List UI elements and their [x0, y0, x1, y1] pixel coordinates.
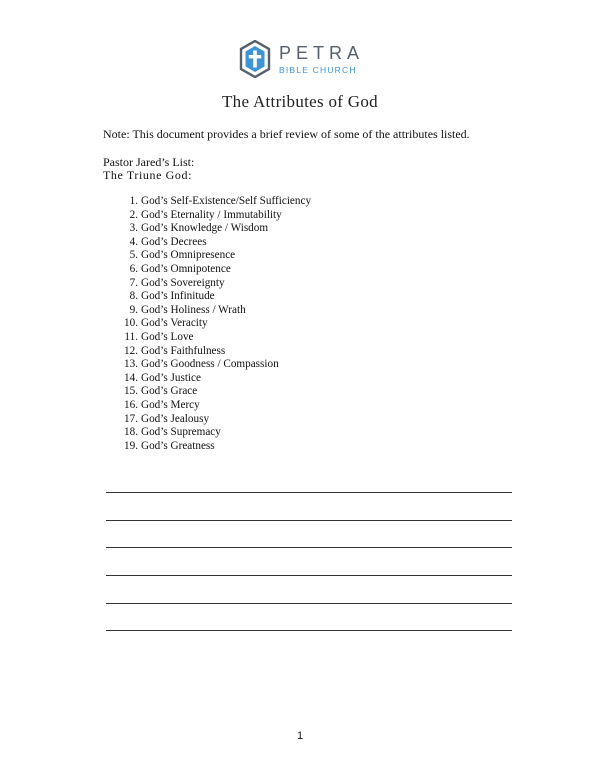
page-number: 1: [296, 730, 304, 742]
item-text: God’s Omnipotence: [141, 262, 231, 275]
list-item: [112, 331, 311, 345]
item-number: 4.: [129, 235, 138, 248]
item-number: 3.: [129, 222, 138, 235]
document-title: The Attributes of God: [222, 92, 378, 111]
item-number: 13.: [124, 358, 138, 371]
item-number: 7.: [129, 276, 138, 289]
item-text: God’s Faithfulness: [141, 344, 226, 357]
item-text: God’s Omnipresence: [141, 249, 236, 262]
item-text: God’s Goodness / Compassion: [141, 358, 279, 371]
item-number: 14.: [124, 371, 138, 384]
list-item: [112, 440, 311, 454]
writing-line: [106, 520, 512, 548]
item-text: God’s Grace: [141, 385, 198, 398]
item-text: God’s Knowledge / Wisdom: [141, 222, 269, 235]
list-item: [112, 345, 311, 359]
writing-line: [106, 547, 512, 575]
item-number: 8.: [129, 290, 138, 303]
item-text: God’s Justice: [141, 371, 201, 384]
item-text: God’s Veracity: [141, 317, 208, 330]
item-number: 19.: [124, 439, 138, 452]
list-item: [112, 263, 311, 277]
list-item: [112, 413, 311, 427]
item-text: God’s Supremacy: [141, 426, 221, 439]
item-number: 6.: [129, 262, 138, 275]
logo-name: PETRA: [279, 43, 365, 63]
list-item: [112, 385, 311, 399]
list-item: [112, 372, 311, 386]
item-text: God’s Sovereignty: [141, 276, 225, 289]
item-number: 11.: [124, 330, 138, 343]
attributes-list: [112, 195, 311, 453]
item-number: 16.: [124, 398, 138, 411]
writing-line: [106, 575, 512, 603]
list-item: [112, 249, 311, 263]
list-item: [112, 195, 311, 209]
list-item: [112, 304, 311, 318]
list-subheading: The Triune God:: [103, 168, 193, 182]
list-item: [112, 209, 311, 223]
item-number: 9.: [129, 303, 138, 316]
list-item: [112, 290, 311, 304]
list-heading: Pastor Jared’s List:: [103, 155, 195, 169]
item-number: 5.: [129, 249, 138, 262]
item-text: God’s Holiness / Wrath: [141, 303, 246, 316]
item-text: God’s Infinitude: [141, 290, 215, 303]
item-number: 18.: [124, 426, 138, 439]
list-item: [112, 399, 311, 413]
item-text: God’s Self-Existence/Self Sufficiency: [141, 195, 312, 207]
list-item: [112, 277, 311, 291]
list-item: [112, 358, 311, 372]
writing-lines: [106, 492, 512, 658]
logo-subtitle: BIBLE CHURCH: [279, 65, 357, 75]
list-item: [112, 317, 311, 331]
item-number: 1.: [129, 195, 138, 207]
church-logo: [239, 40, 369, 80]
item-number: 17.: [124, 412, 138, 425]
item-text: God’s Jealousy: [141, 412, 210, 425]
item-number: 12.: [124, 344, 138, 357]
list-item: [112, 426, 311, 440]
item-text: God’s Mercy: [141, 398, 200, 411]
writing-line: [106, 492, 512, 520]
list-item: [112, 236, 311, 250]
item-number: 15.: [124, 385, 138, 398]
note-text: Note: This document provides a brief review of some of the attributes listed.: [103, 127, 470, 141]
writing-line: [106, 630, 512, 658]
writing-line: [106, 603, 512, 631]
cross-hexagon-icon: [239, 40, 271, 78]
item-text: God’s Greatness: [141, 439, 215, 452]
item-text: God’s Decrees: [141, 235, 207, 248]
item-number: 2.: [129, 208, 138, 221]
list-item: [112, 222, 311, 236]
item-text: God’s Love: [141, 330, 194, 343]
item-text: God’s Eternality / Immutability: [141, 208, 282, 221]
item-number: 10.: [124, 317, 138, 330]
